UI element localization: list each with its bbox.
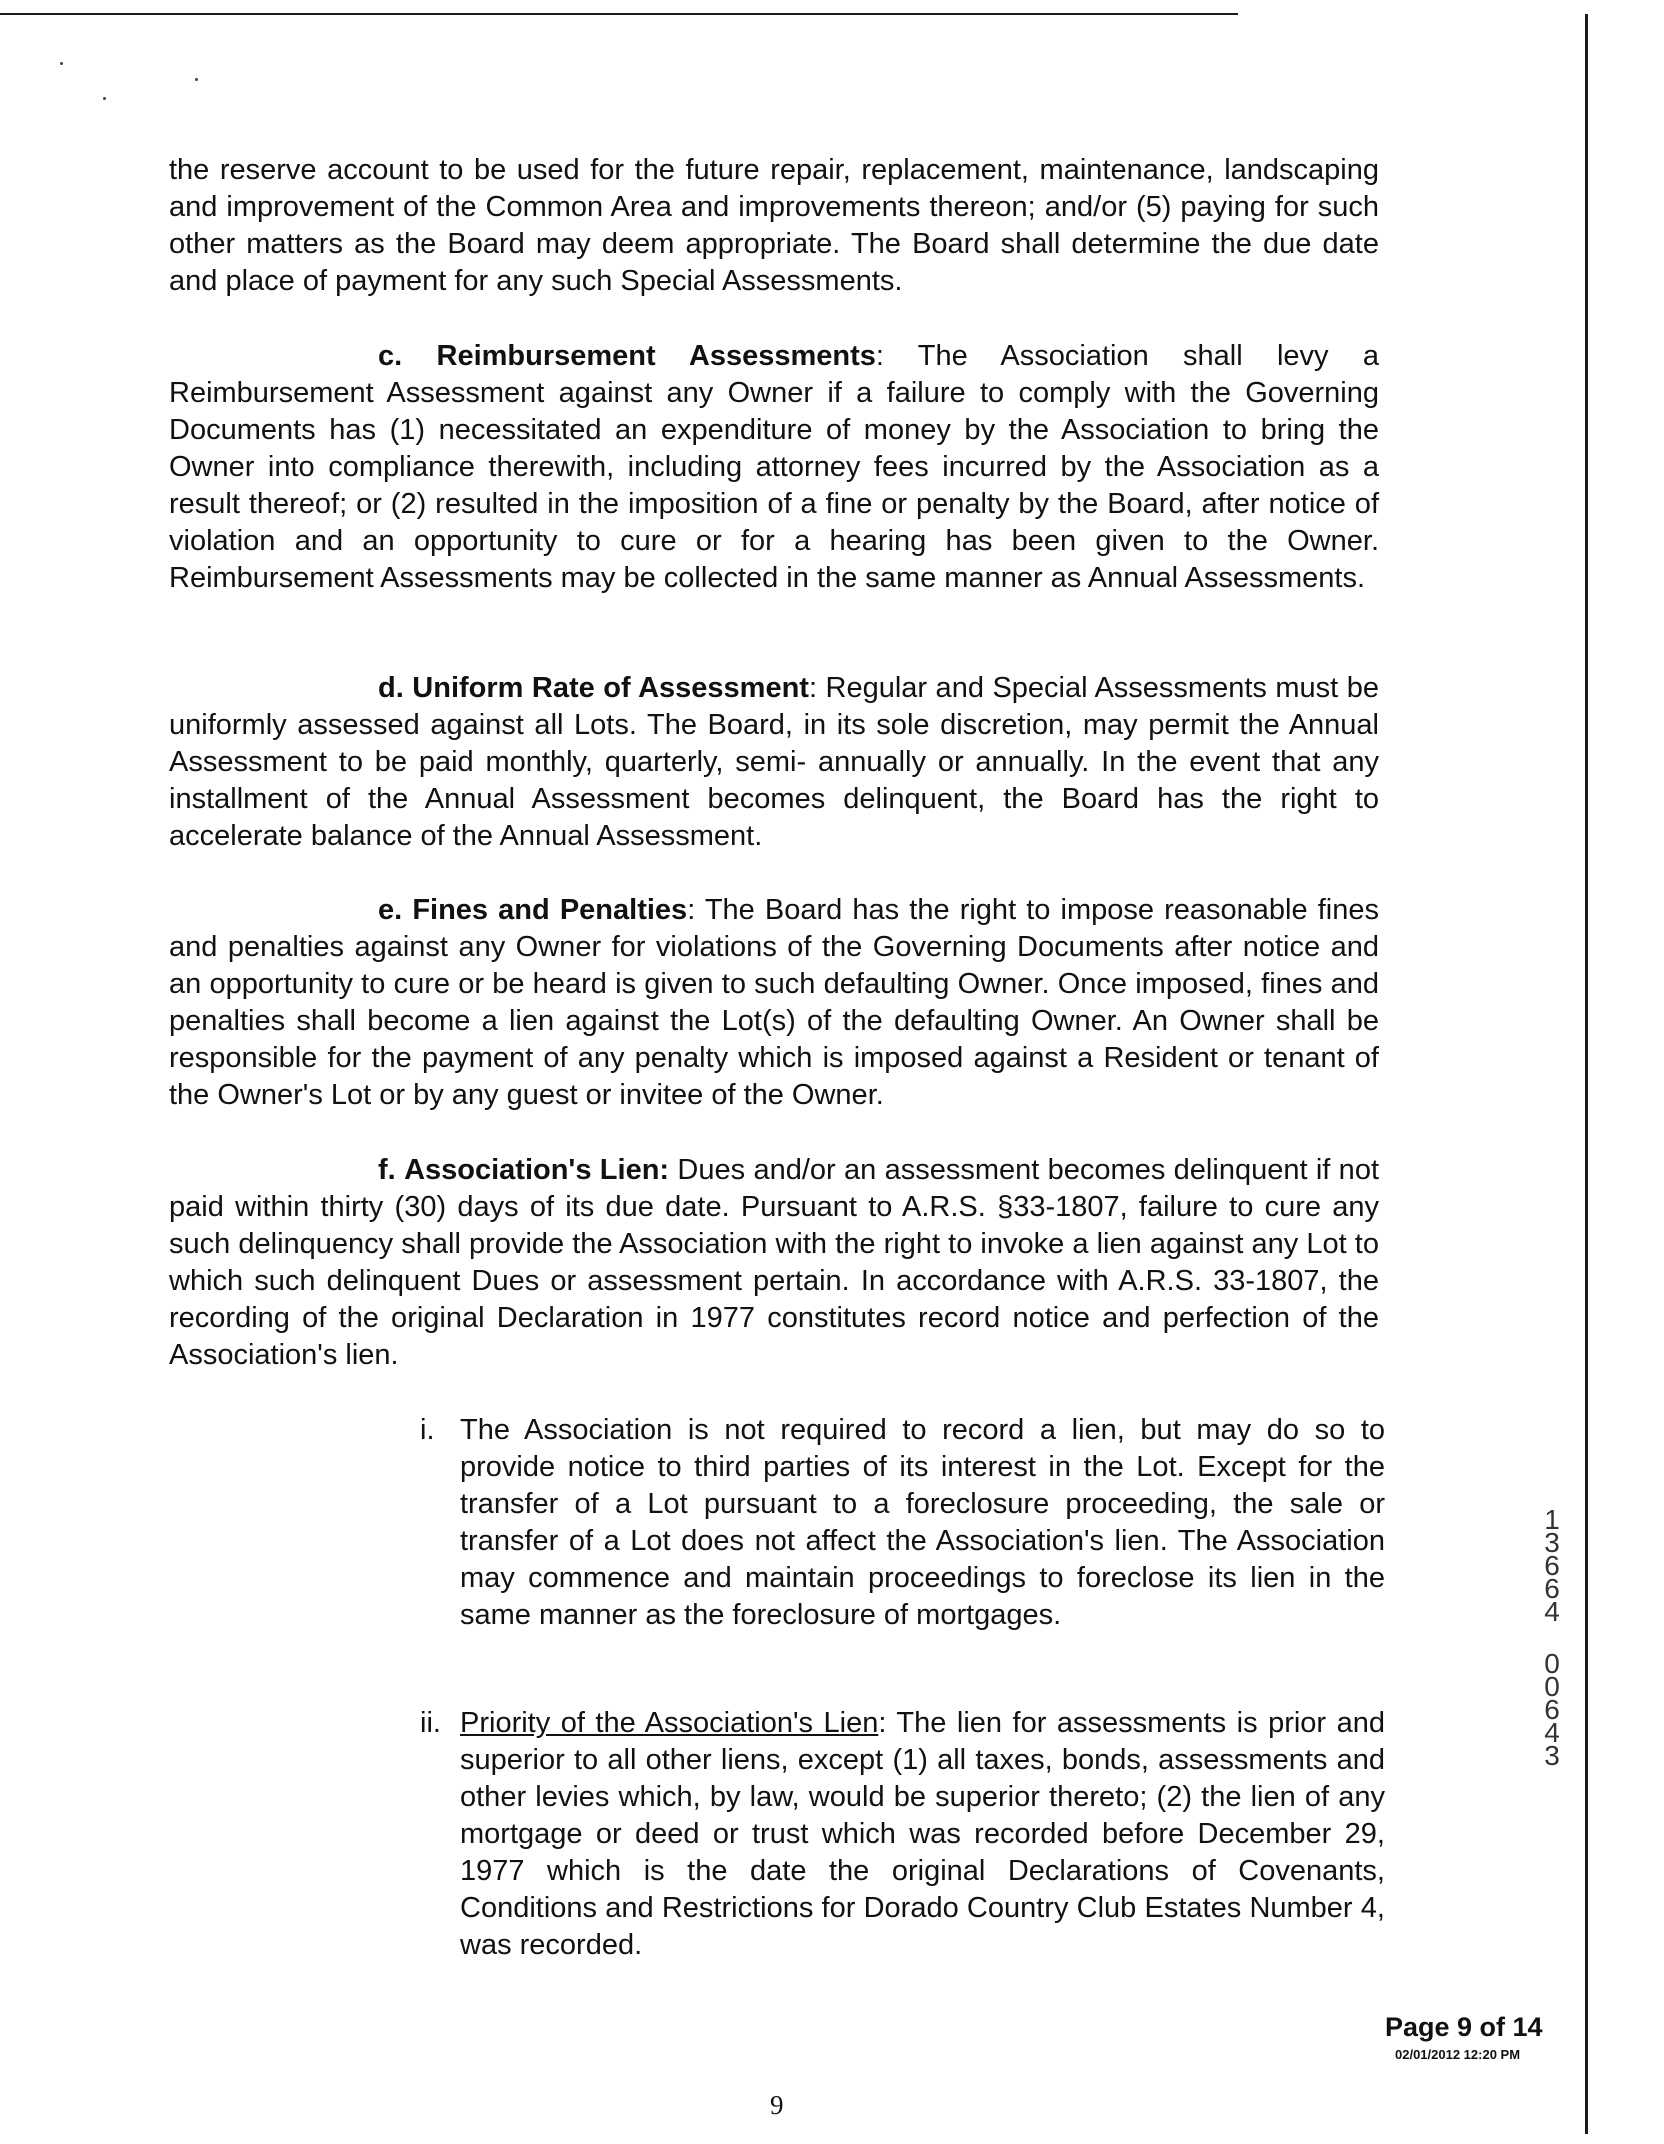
subitem-i-text: The Association is not required to record a lien, but may do so to provide notice to third parties of its interest in the Lot. Except for the transfer of a Lot pursuant to a foreclosure proceeding, the sale or transfer of a Lot does not affect the Association's lien. The Association may commence and maintain proceedings to foreclose its lien in the same manner as the foreclosure of mortgages.: [460, 1414, 1385, 1631]
section-d-heading: Uniform Rate of Assessment: [412, 672, 809, 704]
top-rule: [0, 13, 1238, 15]
section-c-letter: c.: [378, 340, 403, 372]
recording-stamp-lower: [1537, 1648, 1567, 1771]
stamp-digit: 0: [1544, 1671, 1560, 1702]
stamp-digit: 4: [1544, 1717, 1560, 1748]
scan-speck: [60, 62, 63, 65]
section-e-heading: Fines and Penalties: [412, 894, 688, 926]
section-e-letter: e.: [378, 894, 403, 926]
scan-edge-line: [1585, 14, 1588, 2134]
stamp-digit: 3: [1544, 1740, 1560, 1771]
section-c-heading: Reimbursement Assessments: [436, 340, 876, 372]
stamp-digit: 3: [1544, 1527, 1560, 1558]
subitem-ii-text: : The lien for assessments is prior and superior to all other liens, except (1) all taxes, bonds, assessments and other levies which, by law, would be superior thereto; (2) the lien of any mortgage or deed or trust which was recorded before December 29, 1977 which is the date the original Declarations of Covenants, Conditions and Restrictions for Dorado Country Club Estates Number 4, was recorded.: [460, 1707, 1385, 1961]
section-f-text: Dues and/or an assessment becomes delinquent if not paid within thirty (30) days of its due date. Pursuant to A.R.S. §33-1807, failure to cure any such delinquency shall provide the Association with the right to invoke a lien against any Lot to which such delinquent Dues or assessment pertain. In accordance with A.R.S. 33-1807, the recording of the original Declaration in 1977 constitutes record notice and perfection of the Association's lien.: [169, 1154, 1379, 1371]
page-number: 9: [770, 2090, 784, 2120]
scan-speck: [195, 78, 198, 81]
stamp-digit: 6: [1544, 1550, 1560, 1581]
section-d: [169, 670, 1379, 855]
section-e-text: : The Board has the right to impose reasonable fines and penalties against any Owner for violations of the Governing Documents after notice and an opportunity to cure or be heard is given to such defaulting Owner. Once imposed, fines and penalties shall become a lien against the Lot(s) of the defaulting Owner. An Owner shall be responsible for the payment of any penalty which is imposed against a Resident or tenant of the Owner's Lot or by any guest or invitee of the Owner.: [169, 894, 1379, 1111]
stamp-digit: 1: [1544, 1504, 1560, 1535]
print-timestamp: 02/01/2012 12:20 PM: [1395, 2047, 1521, 2062]
stamp-digit: 0: [1544, 1648, 1560, 1679]
section-f-heading: Association's Lien:: [404, 1154, 670, 1186]
section-e: [169, 892, 1379, 1114]
section-d-letter: d.: [378, 672, 404, 704]
section-f-letter: f.: [378, 1154, 396, 1186]
subitem-i-marker: i.: [420, 1414, 435, 1446]
page-of-total-label: Page 9 of 14: [1385, 2012, 1543, 2042]
section-c: [169, 338, 1379, 597]
recording-stamp-upper: [1537, 1504, 1567, 1627]
section-c-text: : The Association shall levy a Reimbursement Assessment against any Owner if a failure to comply with the Governing Documents has (1) necessitated an expenditure of money by the Association to bring the Owner into compliance therewith, including attorney fees incurred by the Association as a result thereof; or (2) resulted in the imposition of a fine or penalty by the Board, after notice of violation and an opportunity to cure or for a hearing has been given to the Owner. Reimbursement Assessments may be collected in the same manner as Annual Assessments.: [169, 340, 1379, 594]
subitem-ii-marker: ii.: [420, 1707, 441, 1739]
subitem-i: [420, 1412, 1385, 1634]
stamp-digit: 6: [1544, 1573, 1560, 1604]
scan-speck: [103, 97, 106, 100]
subitem-ii: [420, 1705, 1385, 1964]
continuation-paragraph: the reserve account to be used for the future repair, replacement, maintenance, landscaping and improvement of the Common Area and improvements thereon; and/or (5) paying for such other matters as the Board may deem appropriate. The Board shall determine the due date and place of payment for any such Special Assessments.: [169, 154, 1379, 297]
stamp-digit: 6: [1544, 1694, 1560, 1725]
stamp-digit: 4: [1544, 1596, 1560, 1627]
section-d-text: : Regular and Special Assessments must be uniformly assessed against all Lots. The Board, in its sole discretion, may permit the Annual Assessment to be paid monthly, quarterly, semi- annually or annually. In the event that any installment of the Annual Assessment becomes delinquent, the Board has the right to accelerate balance of the Annual Assessment.: [169, 672, 1379, 852]
subitem-ii-heading: Priority of the Association's Lien: [460, 1707, 879, 1739]
section-f: [169, 1152, 1379, 1374]
